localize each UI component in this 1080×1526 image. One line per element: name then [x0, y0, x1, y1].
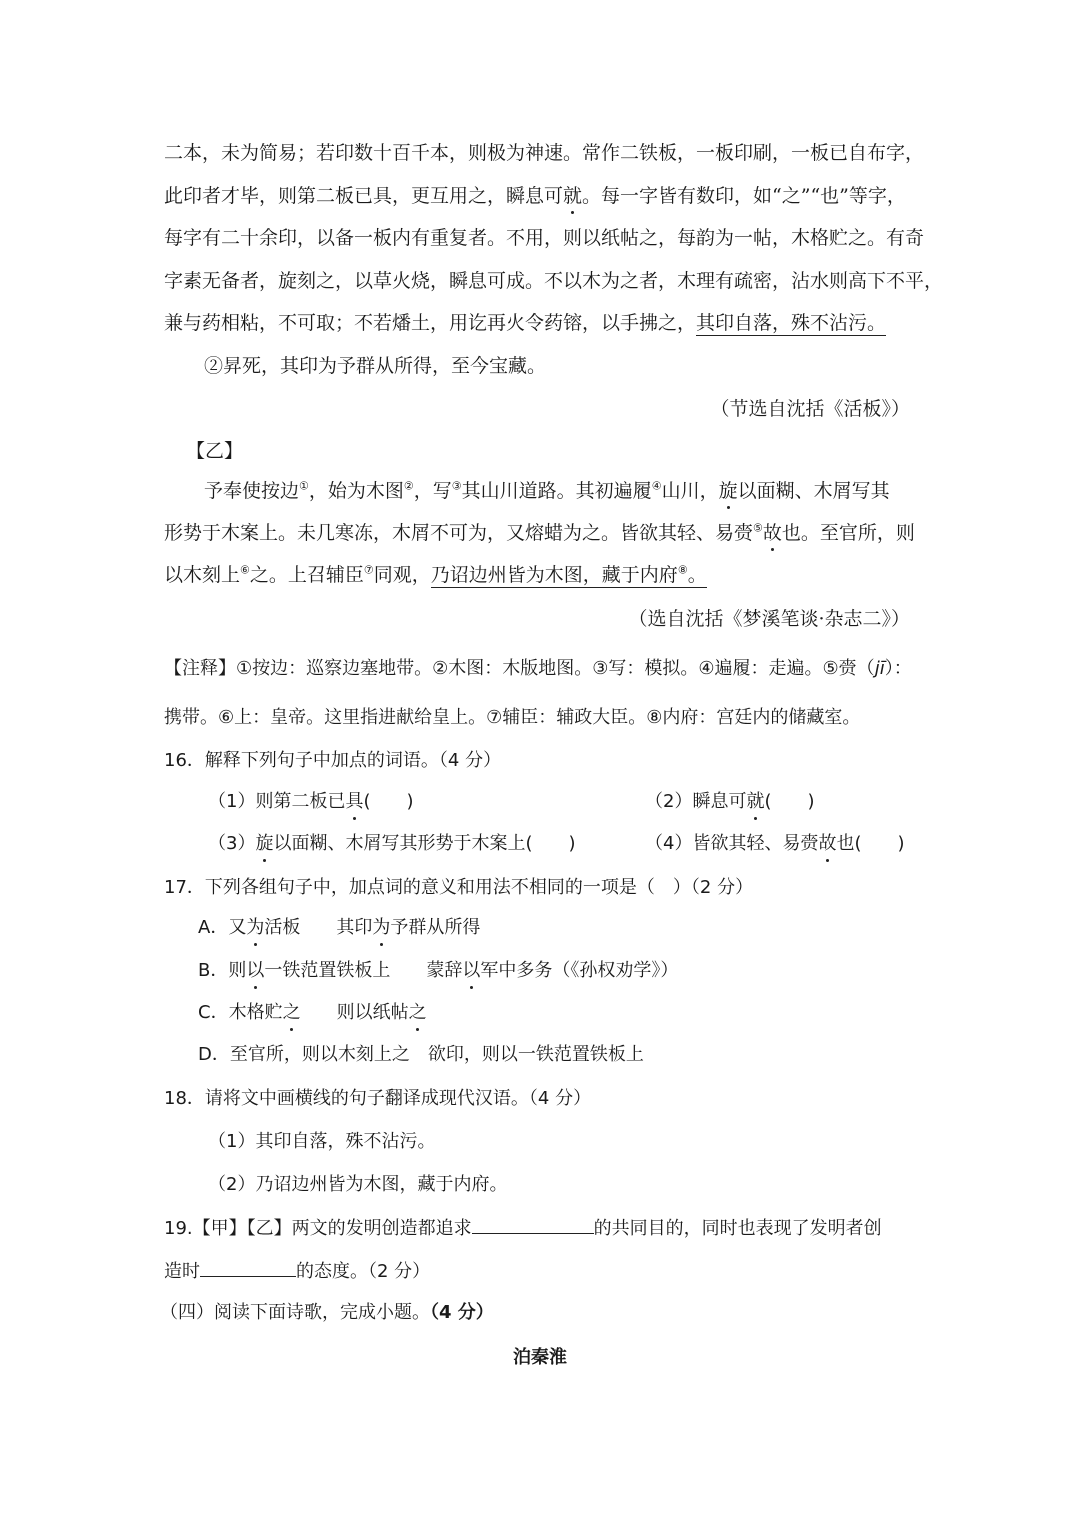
dotted-word: 之	[283, 999, 301, 1027]
answer-blank[interactable]: 以面糊、木屑写其形势于木案上( )	[273, 833, 576, 854]
dotted-word: 旋	[719, 477, 738, 505]
q17-option-c[interactable]	[198, 999, 427, 1027]
yi-heading: 【乙】	[186, 440, 244, 462]
answer-blank[interactable]: ( )	[764, 791, 815, 812]
q16-i2-a: （2）瞬息可	[645, 791, 747, 812]
q17-b-a: B．则	[198, 960, 247, 981]
jia-line-3: 每字有二十余印，以备一板内有重复者。不用，则以纸帖之，每韵为一帖，木格贮之。有奇	[164, 227, 925, 249]
notes-l1-b: ）：	[884, 658, 912, 679]
q16-i3-pre: （3）	[208, 833, 256, 854]
yi-l1-c: ，写	[413, 480, 452, 502]
dotted-word: 故	[763, 519, 782, 547]
yi-l3-c: 同观，	[373, 564, 431, 586]
dotted-word: 就	[563, 182, 582, 210]
yi-l1-d: 其山川道路。其初遍履	[461, 480, 652, 502]
yi-line-1	[204, 477, 890, 505]
q16-item-2	[645, 788, 815, 816]
jia-line-2-a: 此印者才毕，则第二板已具，更互用之，瞬息可	[164, 185, 564, 207]
q19-line-2	[164, 1256, 430, 1286]
q19-l2-b: 的态度。（2 分）	[296, 1261, 431, 1282]
note-mark: ⑧	[677, 563, 688, 577]
q19-l2-a: 造时	[164, 1261, 200, 1282]
jia-line-4: 字素无备者，旋刻之，以草火烧，瞬息可成。不以木为之者，木理有疏密，沾水则高下不平，	[164, 270, 944, 292]
q18-stem: 18．请将文中画横线的句子翻译成现代汉语。（4 分）	[164, 1088, 592, 1109]
q17-b-b: 一铁范置铁板上 蒙辞	[264, 960, 463, 981]
q17-option-b[interactable]	[198, 957, 678, 985]
jia-line-5-a: 兼与药相粘，不可取；不若燔土，用讫再火令药镕，以手拂之，	[164, 312, 697, 334]
q18-item-1: （1）其印自落，殊不沾污。	[208, 1131, 436, 1152]
note-mark: ③	[451, 479, 462, 493]
note-mark: ①	[299, 479, 309, 493]
q17-a-a: A．又	[198, 917, 247, 938]
q17-option-d[interactable]: D．至官所，则以木刻上之 欲印，则以一铁范置铁板上	[198, 1044, 644, 1065]
yi-source: （选自沈括《梦溪笔谈·杂志二》）	[628, 608, 910, 630]
q17-option-a[interactable]	[198, 914, 480, 942]
dotted-word: 具	[345, 788, 363, 816]
yi-l1-b: ，始为木图	[308, 480, 404, 502]
dotted-word: 旋	[255, 830, 273, 858]
dotted-word: 以	[462, 957, 480, 985]
q17-c-a: C．木格贮	[198, 1002, 283, 1023]
yi-l1-e: 山川，	[661, 480, 719, 502]
jia-line-1: 二本，未为简易；若印数十百千本，则极为神速。常作二铁板，一板印刷，一板已自布字，	[164, 142, 925, 164]
jia-line-2-b: 。每一字皆有数印，如“之”“也”等字，	[582, 185, 906, 207]
section-4-score: （4 分）	[430, 1302, 494, 1323]
q17-stem: 17．下列各组句子中，加点词的意义和用法不相同的一项是（ ）（2 分）	[164, 877, 754, 898]
dotted-word: 故	[818, 830, 836, 858]
dotted-word: 之	[409, 999, 427, 1027]
underlined-sentence: 其印自落，殊不沾污。	[696, 312, 887, 334]
yi-l1-f: 以面糊、木屑写其	[737, 480, 890, 502]
q16-item-1	[208, 788, 414, 816]
jia-source: （节选自沈括《活板》）	[710, 398, 910, 420]
q19-l1-a: 19.【甲】【乙】两文的发明创造都追求	[164, 1218, 472, 1239]
section-4-heading	[160, 1299, 494, 1327]
q16-i4-a: （4）皆欲其轻、易赍	[645, 833, 819, 854]
yi-l2-a: 形势于木案上。未几寒冻，木屑不可为，又熔蜡为之。皆欲其轻、易赍	[164, 522, 754, 544]
note-mark: ⑥	[240, 563, 250, 577]
jia-line-6: ②昇死，其印为予群从所得，至今宝藏。	[204, 355, 547, 377]
jia-line-2	[164, 182, 906, 210]
section-4-label: （四）阅读下面诗歌，完成小题。	[160, 1302, 430, 1323]
notes-l1-a: 【注释】①按边：巡察边塞地带。②木图：木版地图。③写：模拟。④遍履：走遍。⑤赍（	[164, 658, 875, 679]
dotted-word: 以	[246, 957, 264, 985]
note-mark: ②	[403, 479, 414, 493]
q16-stem: 16．解释下列句子中加点的词语。（4 分）	[164, 750, 502, 771]
note-mark: ④	[651, 479, 662, 493]
dotted-word: 就	[746, 788, 764, 816]
q16-i1-a: （1）则第二板已	[208, 791, 346, 812]
dotted-word: 为	[372, 914, 390, 942]
q17-a-c: 予群从所得	[390, 917, 481, 938]
poem-title: 泊秦淮	[513, 1347, 567, 1368]
jia-line-5	[164, 309, 886, 337]
yi-l1-a: 予奉使按边	[204, 480, 300, 502]
yi-l3-b: 之。上召辅臣	[249, 564, 364, 586]
q19-l1-b: 的共同目的，同时也表现了发明者创	[593, 1218, 882, 1239]
pinyin: jī	[874, 658, 885, 679]
q17-a-b: 活板 其印	[264, 917, 373, 938]
yi-l3-ul: 乃诏边州皆为木图，藏于内府	[430, 564, 678, 586]
note-mark: ⑦	[363, 563, 374, 577]
notes-line-2: 携带。⑥上：皇帝。这里指进献给皇上。⑦辅臣：辅政大臣。⑧内府：宫廷内的储藏室。	[164, 707, 861, 728]
yi-line-2	[164, 519, 915, 547]
q16-item-4	[645, 830, 905, 858]
underlined-sentence	[431, 564, 707, 588]
yi-l3-a: 以木刻上	[164, 564, 241, 586]
dotted-word: 为	[246, 914, 264, 942]
fill-blank-1[interactable]	[472, 1213, 594, 1234]
q16-item-3	[208, 830, 576, 858]
q18-item-2: （2）乃诏边州皆为木图，藏于内府。	[208, 1174, 508, 1195]
yi-l2-b: 也。至官所，则	[781, 522, 915, 544]
fill-blank-2[interactable]	[200, 1256, 296, 1277]
note-mark: ⑤	[753, 521, 763, 535]
q19-line-1	[164, 1213, 882, 1243]
answer-blank[interactable]: ( )	[363, 791, 414, 812]
yi-line-3	[164, 561, 707, 589]
notes-line-1	[164, 655, 912, 683]
q17-b-c: 军中多务（《孙权劝学》）	[480, 960, 679, 981]
answer-blank[interactable]: 也( )	[836, 833, 905, 854]
yi-l3-end: 。	[687, 564, 707, 586]
q17-c-b: 则以纸帖	[300, 1002, 409, 1023]
